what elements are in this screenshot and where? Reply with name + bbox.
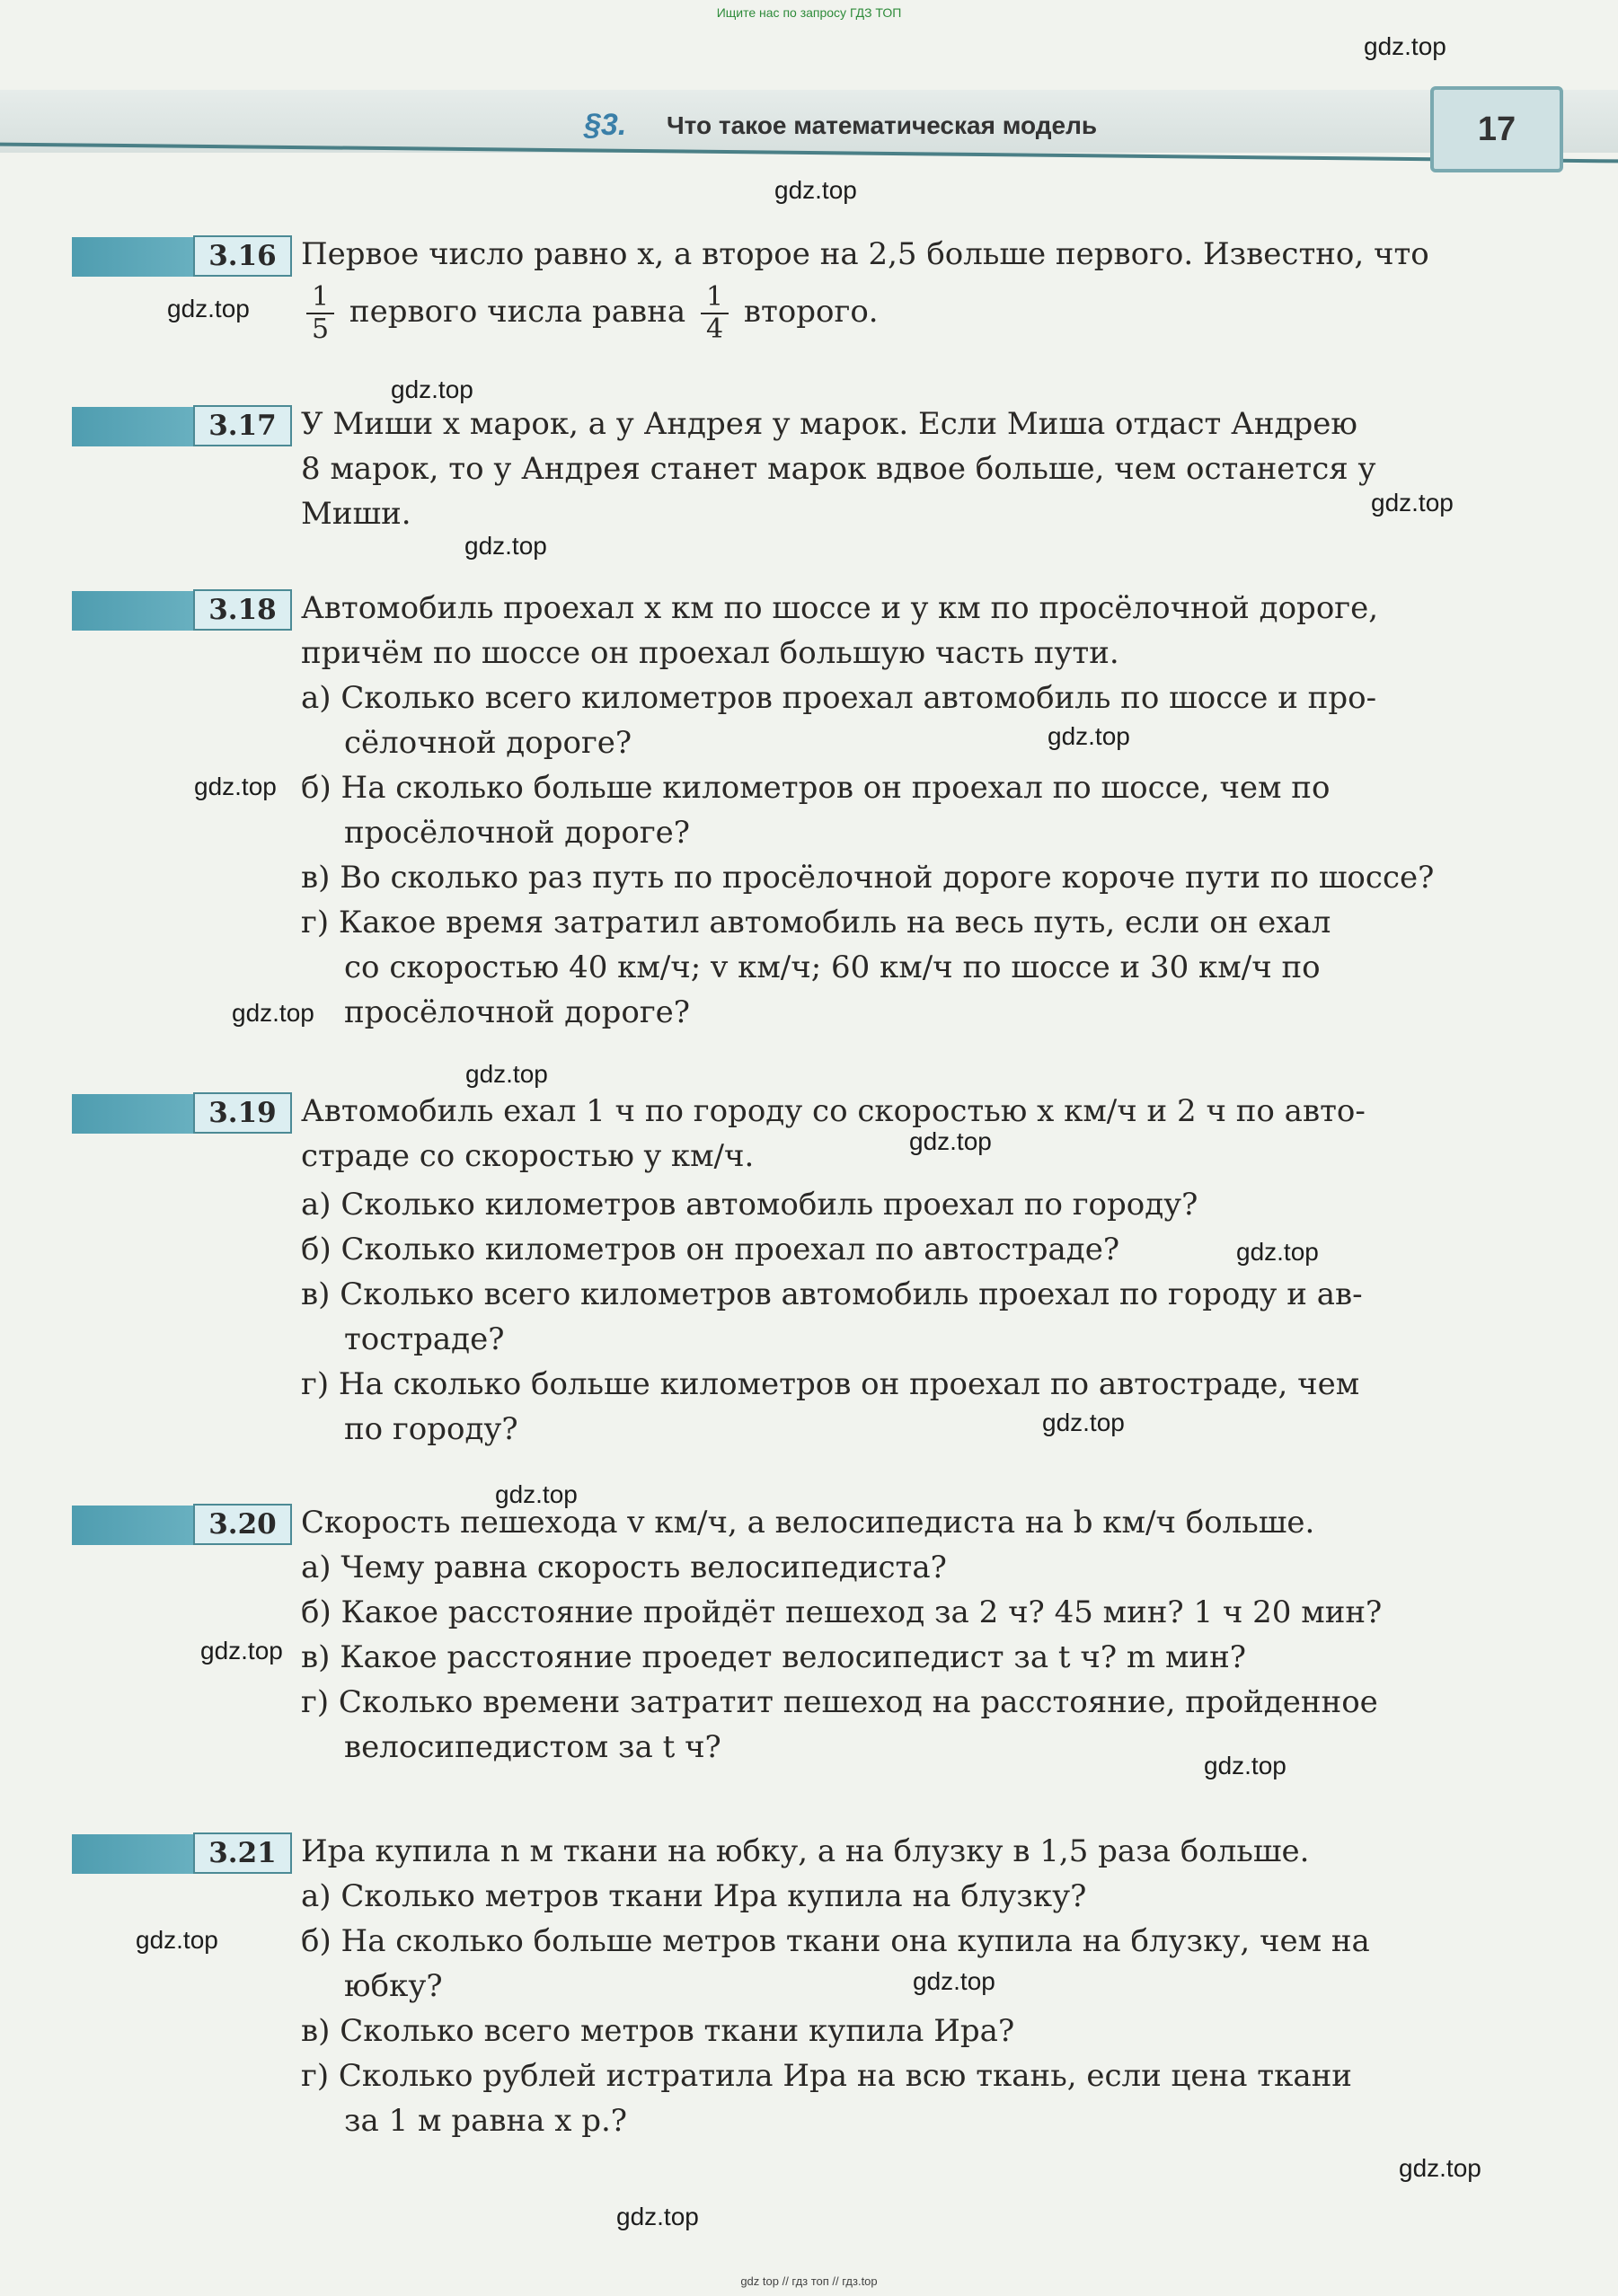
subquestion-g: г) На сколько больше километров он проехал по автостраде, чем (301, 1366, 1360, 1402)
subquestion-v: в) Во сколько раз путь по просёлочной дороге короче пути по шоссе? (301, 860, 1435, 896)
problem-number: 3.17 (193, 405, 292, 446)
problem-text (301, 1089, 1577, 1452)
section-title: Что такое математическая модель (667, 111, 1098, 139)
watermark: gdz.top (1048, 722, 1130, 750)
watermark: gdz.top (465, 1060, 548, 1088)
problem-3-18 (72, 586, 1509, 1035)
problem-number: 3.16 (193, 235, 292, 277)
subquestion-g-cont: со скоростью 40 км/ч; v км/ч; 60 км/ч по шоссе и 30 км/ч по (344, 949, 1321, 985)
watermark: gdz.top (1204, 1752, 1286, 1779)
watermark: gdz.top (1364, 32, 1446, 60)
problem-text (301, 402, 1577, 536)
problem-line: Автомобиль проехал x км по шоссе и y км по просёлочной дороге, (301, 590, 1379, 626)
problem-3-17 (72, 402, 1509, 536)
subquestion-b: б) Сколько километров он проехал по автостраде? (301, 1232, 1120, 1267)
subquestion-g: г) Сколько времени затратит пешеход на расстояние, пройденное (301, 1684, 1378, 1720)
watermark: gdz.top (464, 532, 547, 560)
fraction-text: второго. (743, 294, 879, 330)
subquestion-v: в) Сколько всего километров автомобиль проехал по городу и ав- (301, 1276, 1363, 1312)
watermark: gdz.top (616, 2203, 699, 2230)
subquestion-v-cont: тостраде? (344, 1321, 505, 1357)
watermark: gdz.top (194, 773, 277, 800)
subquestion-b: б) Какое расстояние пройдёт пешеход за 2 ч? 45 мин? 1 ч 20 мин? (301, 1594, 1383, 1630)
subquestion-b: б) На сколько больше метров ткани она купила на блузку, чем на (301, 1923, 1370, 1959)
problem-line (301, 282, 1577, 345)
subquestion-b-cont: просёлочной дороге? (344, 815, 691, 851)
bottom-note: gdz top // гдз топ // гдз.top (740, 2274, 878, 2288)
fraction: $\frac{1}{4}$ (701, 282, 729, 345)
problem-line: причём по шоссе он проехал большую часть пути. (301, 635, 1119, 671)
problem-text (301, 586, 1577, 1035)
subquestion-g-cont: по городу? (344, 1411, 518, 1447)
fraction: $\frac{1}{5}$ (306, 282, 334, 345)
subquestion-g: г) Какое время затратил автомобиль на весь путь, если он ехал (301, 905, 1331, 940)
watermark: gdz.top (913, 1967, 995, 1995)
watermark: gdz.top (774, 176, 857, 204)
watermark: gdz.top (391, 375, 473, 403)
subquestion-a: а) Сколько километров автомобиль проехал по городу? (301, 1187, 1198, 1223)
subquestion-b-cont: юбку? (344, 1968, 443, 2004)
problem-number: 3.20 (193, 1504, 292, 1545)
problem-line: Миши. (301, 496, 411, 532)
problem-3-20 (72, 1500, 1509, 1788)
top-note: Ищите нас по запросу ГДЗ ТОП (716, 5, 902, 20)
watermark: gdz.top (232, 999, 314, 1027)
problem-line: У Миши x марок, а у Андрея y марок. Если Миша отдаст Андрею (301, 406, 1358, 442)
problem-line: 8 марок, то у Андрея станет марок вдвое больше, чем останется у (301, 451, 1376, 487)
problem-text (301, 1500, 1577, 1770)
subquestion-g-cont: просёлочной дороге? (344, 994, 691, 1030)
watermark: gdz.top (1236, 1238, 1319, 1266)
subquestion-g-cont: велосипедистом за t ч? (344, 1729, 721, 1765)
subquestion-a: а) Чему равна скорость велосипедиста? (301, 1550, 947, 1585)
watermark: gdz.top (136, 1926, 218, 1954)
problem-line: Первое число равно x, а второе на 2,5 больше первого. Известно, что (301, 236, 1429, 272)
subquestion-b: б) На сколько больше километров он проехал по шоссе, чем по (301, 770, 1331, 806)
fraction-text: первого числа равна (349, 294, 686, 330)
subquestion-g-cont: за 1 м равна x р.? (344, 2103, 628, 2139)
watermark: gdz.top (200, 1637, 283, 1665)
subquestion-g: г) Сколько рублей истратила Ира на всю ткань, если цена ткани (301, 2058, 1352, 2094)
problem-3-19 (72, 1089, 1509, 1448)
subquestion-v: в) Сколько всего метров ткани купила Ира? (301, 2013, 1015, 2049)
problem-line: Ира купила n м ткани на юбку, а на блузку в 1,5 раза больше. (301, 1833, 1310, 1869)
problem-3-21 (72, 1829, 1509, 2170)
problem-3-16 (72, 232, 1509, 366)
subquestion-a-cont: сёлочной дороге? (344, 725, 632, 761)
watermark: gdz.top (909, 1127, 992, 1155)
watermark: gdz.top (1371, 489, 1454, 517)
watermark: gdz.top (167, 295, 250, 322)
watermark: gdz.top (1399, 2154, 1481, 2182)
problem-line: Автомобиль ехал 1 ч по городу со скоростью x км/ч и 2 ч по авто- (301, 1093, 1366, 1129)
page-number: 17 (1430, 86, 1563, 172)
subquestion-a: а) Сколько всего километров проехал автомобиль по шоссе и про- (301, 680, 1377, 716)
problem-number: 3.18 (193, 589, 292, 631)
watermark: gdz.top (495, 1480, 578, 1508)
subquestion-v: в) Какое расстояние проедет велосипедист за t ч? m мин? (301, 1639, 1246, 1675)
problem-line: страде со скоростью y км/ч. (301, 1138, 755, 1174)
problem-number: 3.19 (193, 1092, 292, 1134)
problem-text (301, 1829, 1577, 2143)
watermark: gdz.top (1042, 1409, 1125, 1436)
section-number: §3. (584, 108, 627, 142)
problem-line: Скорость пешехода v км/ч, а велосипедиста на b км/ч больше. (301, 1505, 1315, 1541)
problem-number: 3.21 (193, 1832, 292, 1874)
subquestion-a: а) Сколько метров ткани Ира купила на блузку? (301, 1878, 1087, 1914)
problem-text (301, 232, 1577, 345)
